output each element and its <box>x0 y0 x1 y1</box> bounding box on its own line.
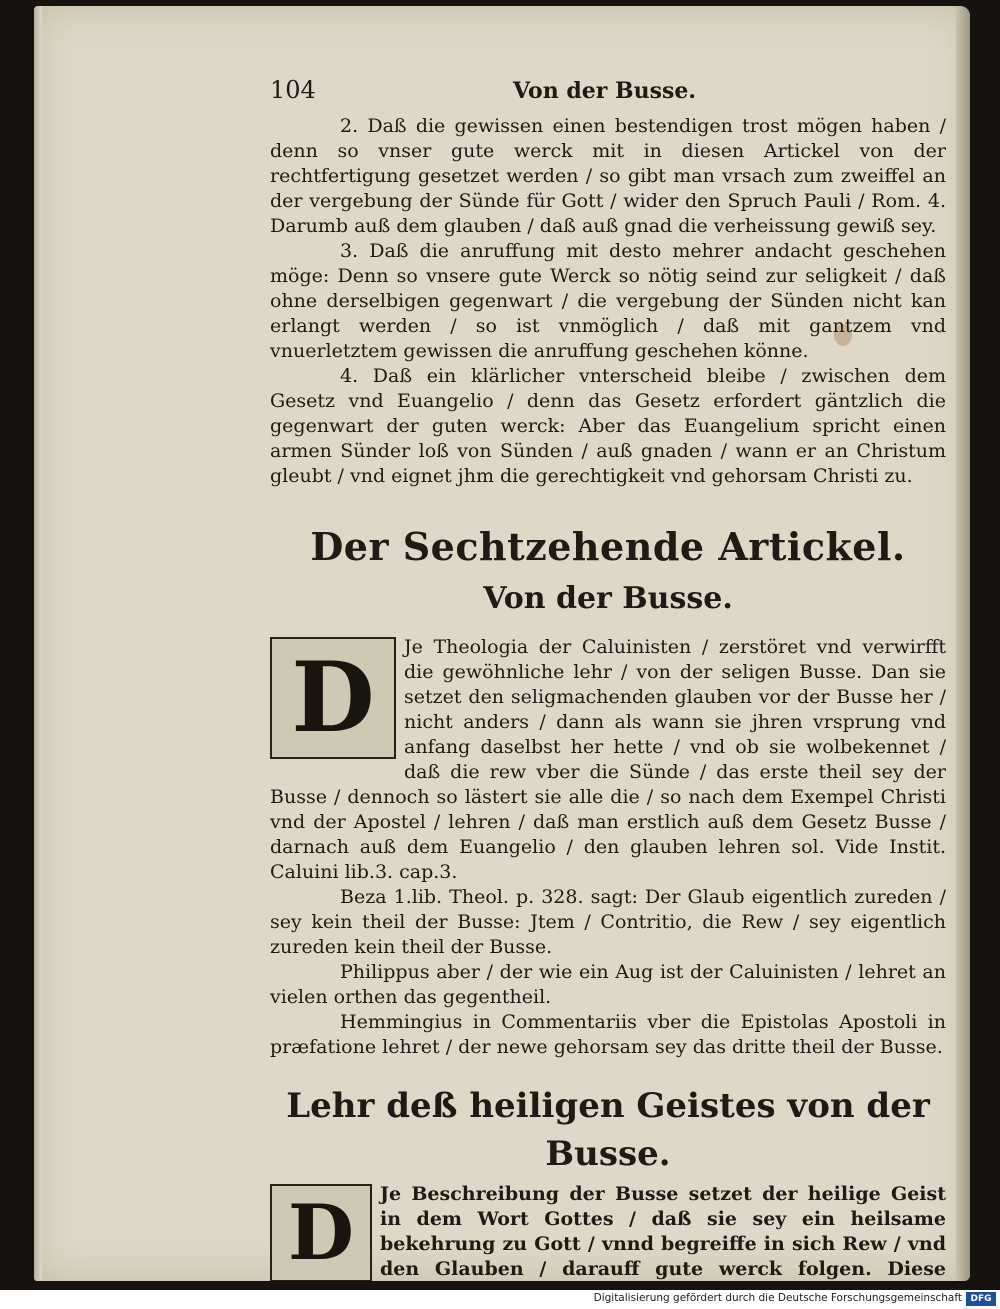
paragraph-calvinists-text: Je Theologia der Caluinisten / zerstöret vnd verwirfft die gewöhnliche lehr / von der seligen Busse. Dan sie setzet den seligmachenden glauben vor der Busse her / nicht anders / dann als wann sie jhren vrsprung vnd anfang daselbst her hette / vnd ob sie wolbekennet / daß die rew vber die Sünde / das erste theil sey der Busse / dennoch so lästert sie alle die / so nach dem Exempel Christi vnd der Apostel / lehren / daß man erstlich auß dem Gesetz Busse / darnach auß dem Euangelio / den glauben lehren sol. Vide Instit. Caluini lib.3. cap.3. <box>270 636 946 883</box>
paragraph-beza: Beza 1.lib. Theol. p. 328. sagt: Der Glaub eigentlich zureden / sey kein theil der Busse: Jtem / Contritio, die Rew / sey eigentlich zureden kein theil der Busse. <box>270 886 946 958</box>
paragraph-holy-spirit <box>270 1182 946 1281</box>
paragraph-hemmingius: Hemmingius in Commentariis vber die Epistolas Apostoli in præfatione lehret / der newe gehorsam sey das dritte theil der Busse. <box>270 1011 946 1058</box>
dfg-logo: DFG <box>966 1292 996 1306</box>
list-item-3: 3. Daß die anruffung mit desto mehrer andacht geschehen möge: Denn so vnsere gute Werck so nötig seind zur seligkeit / daß ohne derselbigen gegenwart / die vergebung der Sünden nicht kan erlangt werden / so ist vnmöglich / daß mit gantzem vnd vnuerletztem gewissen die anruffung geschehen könne. <box>270 240 946 362</box>
book-page <box>34 6 970 1281</box>
paragraph-philippus: Philippus aber / der wie ein Aug ist der Caluinisten / lehret an vielen orthen das gegentheil. <box>270 961 946 1008</box>
running-head: Von der Busse. <box>512 78 696 104</box>
page-gutter <box>956 6 970 1281</box>
footer-bar <box>0 1290 1000 1309</box>
page-header <box>270 78 946 114</box>
ornamental-initial-d-2: D <box>270 1184 372 1281</box>
paragraph-calvinists <box>270 635 946 885</box>
funding-credit: Digitalisierung gefördert durch die Deutsche Forschungsgemeinschaft <box>593 1292 962 1304</box>
list-item-4: 4. Daß ein klärlicher vnterscheid bleibe / zwischen dem Gesetz vnd Euangelio / denn das Gesetz erfordert gäntzlich die gegenwart der guten werck: Aber das Euangelium spricht einen armen Sünder loß von Sünden / auß gnaden / wann er an Christum gleubt / vnd eignet jhm die gerechtigkeit vnd gehorsam Christi zu. <box>270 365 946 487</box>
text-block <box>270 78 946 1281</box>
page-number: 104 <box>270 76 316 104</box>
list-item-2: 2. Daß die gewissen einen bestendigen trost mögen haben / denn so vnser gute werck mit in diesen Artickel von der rechtfertigung gesetzet werden / so gibt man vrsach zum zweiffel an der vergebung der Sünde für Gott / wider den Spruch Pauli / Rom. 4. Darumb auß dem glauben / daß auß gnad die verheissung gewiß sey. <box>270 115 946 237</box>
section-heading: Lehr deß heiligen Geistes von der Busse. <box>286 1086 930 1174</box>
page-left-edge <box>34 6 42 1281</box>
article-title: Der Sechtzehende Artickel. <box>310 524 906 569</box>
paragraph-holy-spirit-text: Je Beschreibung der Busse setzet der heilige Geist in dem Wort Gottes / daß sie sey ein heilsame bekehrung zu Gott / vnnd begreiffe in sich Rew / vnd den Glauben / darauff gute werck folgen. Diese <box>380 1183 946 1280</box>
article-subtitle: Von der Busse. <box>483 581 733 616</box>
ornamental-initial-d: D <box>270 637 396 759</box>
